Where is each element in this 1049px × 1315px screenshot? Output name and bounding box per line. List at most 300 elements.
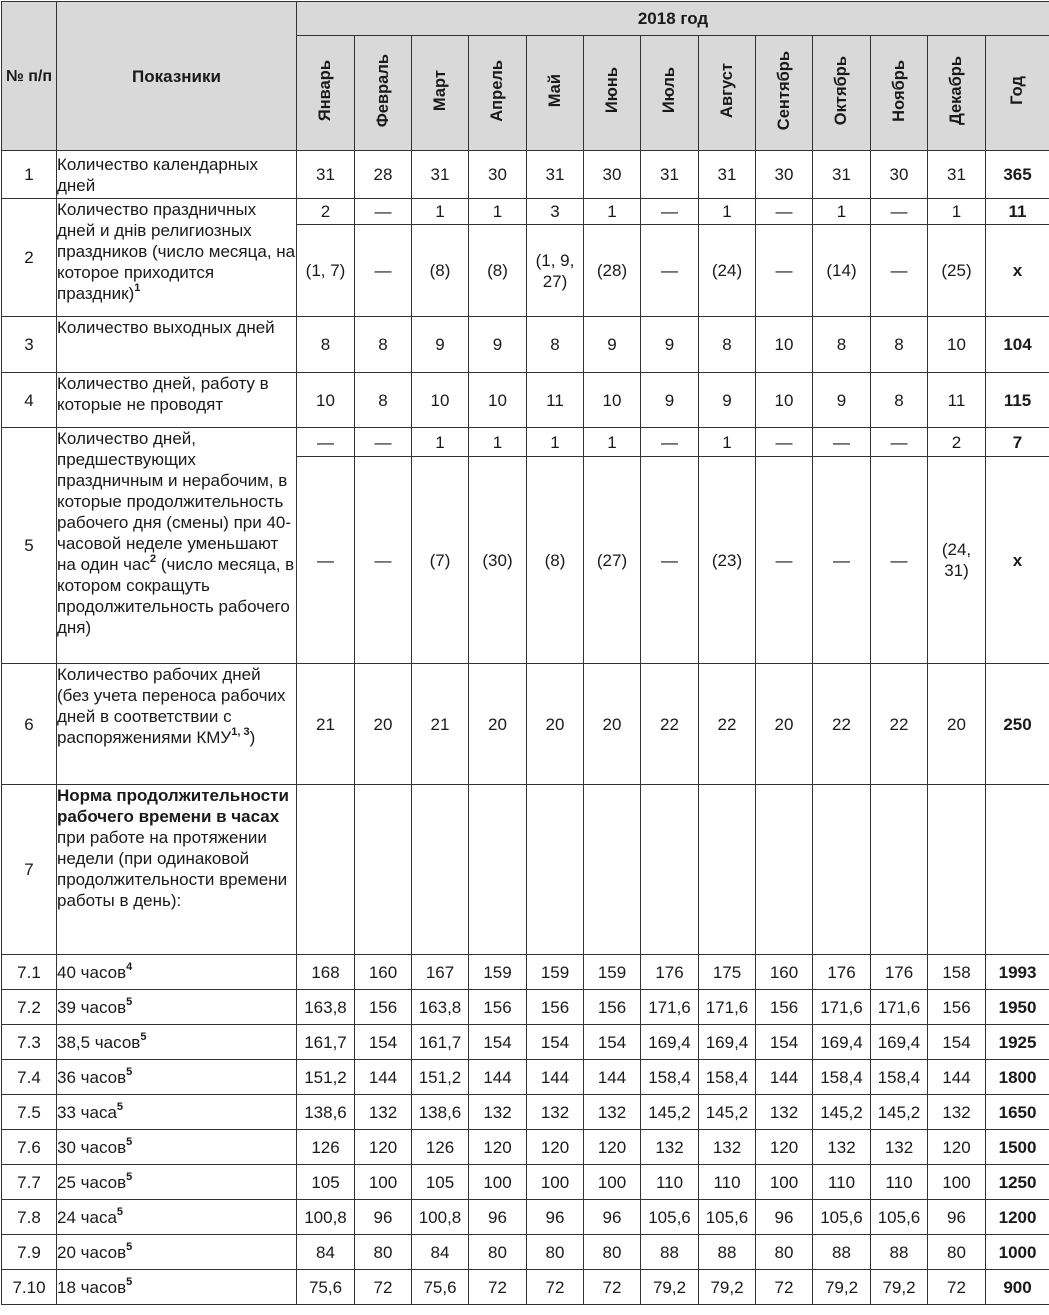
row-label: [57, 1025, 297, 1060]
value-cell: 9: [641, 317, 699, 373]
total-cell: 104: [986, 317, 1049, 373]
value-cell: 138,6: [412, 1095, 469, 1130]
row-label: [57, 785, 297, 955]
value-cell: 160: [756, 955, 813, 990]
value-cell: 100: [584, 1165, 641, 1200]
row-label-text: 24 часа: [57, 1207, 117, 1227]
value-cell: (24, 31): [928, 457, 986, 664]
total-label: Год: [1008, 76, 1027, 105]
row-number: 4: [2, 373, 57, 428]
footnote-ref: 5: [126, 995, 133, 1008]
total-cell: 250: [986, 664, 1049, 785]
value-cell: 11: [527, 373, 584, 428]
table-row: [2, 955, 1049, 990]
value-cell: 2: [928, 428, 986, 457]
value-cell: 8: [813, 317, 871, 373]
value-cell: 158: [928, 955, 986, 990]
value-cell: 20: [527, 664, 584, 785]
value-cell: 132: [641, 1130, 699, 1165]
row-label-text: 30 часов: [57, 1137, 127, 1157]
table-row: [2, 664, 1049, 785]
value-cell: 72: [469, 1270, 527, 1305]
value-cell: 100: [756, 1165, 813, 1200]
row-label: Количество выходных дней: [57, 317, 297, 373]
value-cell: (8): [469, 225, 527, 317]
value-cell: —: [756, 457, 813, 664]
value-cell: 105,6: [871, 1200, 928, 1235]
value-cell: 72: [928, 1270, 986, 1305]
month-label: Май: [545, 73, 564, 108]
value-cell: 110: [641, 1165, 699, 1200]
row-number: 7.6: [2, 1130, 57, 1165]
month-label: Август: [717, 63, 736, 118]
value-cell: 154: [355, 1025, 412, 1060]
value-cell: 145,2: [699, 1095, 756, 1130]
month-header: [584, 36, 641, 151]
value-cell: 100: [355, 1165, 412, 1200]
value-cell: 20: [469, 664, 527, 785]
value-cell: 9: [469, 317, 527, 373]
value-cell: 171,6: [699, 990, 756, 1025]
table-row: [2, 1060, 1049, 1095]
value-cell: 80: [355, 1235, 412, 1270]
row-label: Количество календарных дней: [57, 151, 297, 199]
value-cell: 144: [527, 1060, 584, 1095]
value-cell: 167: [412, 955, 469, 990]
value-cell: 171,6: [641, 990, 699, 1025]
month-header: [699, 36, 756, 151]
value-cell: (8): [527, 457, 584, 664]
value-cell: 1: [699, 428, 756, 457]
value-cell: 120: [756, 1130, 813, 1165]
month-header: [355, 36, 412, 151]
value-cell: 132: [699, 1130, 756, 1165]
row-label-text: 39 часов: [57, 997, 127, 1017]
value-cell: 72: [756, 1270, 813, 1305]
footnote-ref: 2: [150, 553, 157, 566]
value-cell: 1: [527, 428, 584, 457]
value-cell: 138,6: [297, 1095, 355, 1130]
empty-cell: [297, 785, 355, 955]
value-cell: 176: [813, 955, 871, 990]
empty-cell: [871, 785, 928, 955]
row-label-text: Количество рабочих дней (без учета переноса рабочих дней в соответствии с распоряжениями КМУ: [57, 665, 286, 747]
table-row: [2, 317, 1049, 373]
value-cell: 100: [469, 1165, 527, 1200]
empty-cell: [986, 785, 1049, 955]
total-cell: 1500: [986, 1130, 1049, 1165]
table-row: [2, 990, 1049, 1025]
empty-cell: [527, 785, 584, 955]
value-cell: 163,8: [412, 990, 469, 1025]
total-cell: 1000: [986, 1235, 1049, 1270]
value-cell: 132: [813, 1130, 871, 1165]
row-number: 6: [2, 664, 57, 785]
value-cell: —: [813, 428, 871, 457]
value-cell: —: [641, 428, 699, 457]
month-header: [756, 36, 813, 151]
value-cell: 1: [813, 199, 871, 225]
value-cell: 96: [355, 1200, 412, 1235]
value-cell: (28): [584, 225, 641, 317]
table-row: [2, 1095, 1049, 1130]
row-label-text: Количество дней, предшествующих праздничным и нерабочим, в которые продолжительность рабочего дня (смены) при 40-часовой неделе уменьшают на один час: [57, 429, 292, 574]
value-cell: 72: [355, 1270, 412, 1305]
row-label-text: ): [249, 728, 256, 747]
value-cell: 10: [584, 373, 641, 428]
total-cell: 1650: [986, 1095, 1049, 1130]
value-cell: 84: [412, 1235, 469, 1270]
value-cell: 154: [527, 1025, 584, 1060]
work-calendar-table: [1, 1, 1049, 1305]
table-row: [2, 1270, 1049, 1305]
value-cell: 144: [469, 1060, 527, 1095]
row-label-text: 25 часов: [57, 1172, 127, 1192]
value-cell: 158,4: [641, 1060, 699, 1095]
month-label: Июнь: [602, 67, 621, 114]
value-cell: 120: [527, 1130, 584, 1165]
row-label-text: 38,5 часов: [57, 1032, 141, 1052]
total-cell: 1993: [986, 955, 1049, 990]
value-cell: 11: [928, 373, 986, 428]
value-cell: 84: [297, 1235, 355, 1270]
value-cell: 20: [584, 664, 641, 785]
footnote-ref: 5: [126, 1065, 133, 1078]
footnote-ref: 4: [126, 960, 133, 973]
value-cell: 96: [527, 1200, 584, 1235]
value-cell: —: [355, 428, 412, 457]
value-cell: 100,8: [412, 1200, 469, 1235]
total-header: [986, 36, 1049, 151]
value-cell: 105: [412, 1165, 469, 1200]
value-cell: 110: [871, 1165, 928, 1200]
value-cell: 110: [699, 1165, 756, 1200]
value-cell: 31: [928, 151, 986, 199]
month-label: Ноябрь: [889, 59, 908, 122]
value-cell: 144: [928, 1060, 986, 1095]
value-cell: 161,7: [297, 1025, 355, 1060]
total-cell: 365: [986, 151, 1049, 199]
value-cell: 120: [584, 1130, 641, 1165]
value-cell: 176: [641, 955, 699, 990]
value-cell: 154: [928, 1025, 986, 1060]
value-cell: —: [756, 428, 813, 457]
row-number: 5: [2, 428, 57, 664]
num-header-label: № п/п: [5, 67, 53, 85]
month-header: [412, 36, 469, 151]
month-header: [469, 36, 527, 151]
value-cell: 96: [469, 1200, 527, 1235]
value-cell: 105,6: [641, 1200, 699, 1235]
value-cell: 132: [584, 1095, 641, 1130]
table-row: [2, 1200, 1049, 1235]
value-cell: 110: [813, 1165, 871, 1200]
row-label: [57, 1270, 297, 1305]
month-label: Апрель: [488, 59, 506, 122]
value-cell: 126: [297, 1130, 355, 1165]
row-number: 7.9: [2, 1235, 57, 1270]
value-cell: 105: [297, 1165, 355, 1200]
value-cell: 30: [756, 151, 813, 199]
value-cell: 171,6: [813, 990, 871, 1025]
row-label: [57, 1095, 297, 1130]
value-cell: 10: [469, 373, 527, 428]
value-cell: 120: [355, 1130, 412, 1165]
value-cell: 79,2: [699, 1270, 756, 1305]
row-label: [57, 1130, 297, 1165]
value-cell: (8): [412, 225, 469, 317]
value-cell: 156: [527, 990, 584, 1025]
value-cell: 132: [469, 1095, 527, 1130]
value-cell: 30: [871, 151, 928, 199]
num-header: [2, 2, 57, 151]
year-header: 2018 год: [297, 2, 1049, 36]
value-cell: 175: [699, 955, 756, 990]
footnote-ref: 5: [126, 1240, 133, 1253]
value-cell: (24): [699, 225, 756, 317]
table-row: [2, 1165, 1049, 1200]
value-cell: 144: [355, 1060, 412, 1095]
month-label: Февраль: [373, 53, 392, 128]
value-cell: 31: [412, 151, 469, 199]
row-number: 7.4: [2, 1060, 57, 1095]
total-cell: 1250: [986, 1165, 1049, 1200]
row-label-text: 33 часа: [57, 1102, 117, 1122]
value-cell: 20: [928, 664, 986, 785]
footnote-ref: 5: [126, 1170, 133, 1183]
row-number: 7.1: [2, 955, 57, 990]
row-number: 3: [2, 317, 57, 373]
value-cell: —: [355, 199, 412, 225]
value-cell: 169,4: [699, 1025, 756, 1060]
value-cell: 144: [584, 1060, 641, 1095]
value-cell: 10: [297, 373, 355, 428]
value-cell: 22: [699, 664, 756, 785]
value-cell: 79,2: [813, 1270, 871, 1305]
value-cell: 132: [527, 1095, 584, 1130]
row-label-text: 18 часов: [57, 1277, 127, 1297]
value-cell: 80: [469, 1235, 527, 1270]
value-cell: 154: [469, 1025, 527, 1060]
row-label: [57, 428, 297, 664]
value-cell: 1: [469, 199, 527, 225]
value-cell: (27): [584, 457, 641, 664]
value-cell: —: [871, 199, 928, 225]
value-cell: 30: [469, 151, 527, 199]
value-cell: 1: [412, 199, 469, 225]
value-cell: 10: [756, 373, 813, 428]
value-cell: 1: [928, 199, 986, 225]
month-header: [928, 36, 986, 151]
footnote-ref: 5: [126, 1275, 133, 1288]
value-cell: 79,2: [641, 1270, 699, 1305]
value-cell: 126: [412, 1130, 469, 1165]
value-cell: 151,2: [412, 1060, 469, 1095]
total-cell: 1800: [986, 1060, 1049, 1095]
value-cell: (7): [412, 457, 469, 664]
row-number: 1: [2, 151, 57, 199]
value-cell: 156: [928, 990, 986, 1025]
value-cell: 132: [928, 1095, 986, 1130]
value-cell: 159: [527, 955, 584, 990]
value-cell: 8: [871, 317, 928, 373]
empty-cell: [584, 785, 641, 955]
row-label: [57, 955, 297, 990]
value-cell: 1: [469, 428, 527, 457]
total-cell: х: [986, 457, 1049, 664]
value-cell: 10: [412, 373, 469, 428]
value-cell: 132: [871, 1130, 928, 1165]
empty-cell: [928, 785, 986, 955]
table-row: [2, 1235, 1049, 1270]
row-number: 7: [2, 785, 57, 955]
value-cell: 88: [871, 1235, 928, 1270]
month-label: Январь: [316, 59, 334, 122]
row-label-text: 36 часов: [57, 1067, 127, 1087]
row-label: [57, 990, 297, 1025]
value-cell: 96: [584, 1200, 641, 1235]
value-cell: 176: [871, 955, 928, 990]
table-row: [2, 151, 1049, 199]
value-cell: 8: [355, 317, 412, 373]
table-row: [2, 199, 1049, 225]
footnote-ref: 1, 3: [231, 726, 250, 739]
value-cell: 31: [641, 151, 699, 199]
row-number: 7.3: [2, 1025, 57, 1060]
value-cell: 156: [756, 990, 813, 1025]
value-cell: 1: [699, 199, 756, 225]
row-label-bold: Норма продолжительности рабочего времени в часах: [57, 786, 289, 826]
value-cell: —: [756, 225, 813, 317]
value-cell: —: [871, 457, 928, 664]
total-cell: 7: [986, 428, 1049, 457]
empty-cell: [756, 785, 813, 955]
row-label-text: (число месяца, в котором сокращуть продолжительность рабочего дня): [57, 555, 295, 637]
row-number: 2: [2, 199, 57, 317]
table-row: [2, 1025, 1049, 1060]
value-cell: 88: [641, 1235, 699, 1270]
value-cell: 75,6: [412, 1270, 469, 1305]
row-label: [57, 1060, 297, 1095]
row-number: 7.2: [2, 990, 57, 1025]
value-cell: 31: [527, 151, 584, 199]
row-label-text: Количество праздничных дней и днів религиозных праздников (число месяца, на которое приходится праздник): [57, 200, 296, 303]
value-cell: 160: [355, 955, 412, 990]
total-cell: 1200: [986, 1200, 1049, 1235]
value-cell: 79,2: [871, 1270, 928, 1305]
value-cell: 72: [584, 1270, 641, 1305]
value-cell: 158,4: [699, 1060, 756, 1095]
value-cell: 154: [584, 1025, 641, 1060]
value-cell: 145,2: [641, 1095, 699, 1130]
table-row: [2, 1130, 1049, 1165]
table-row: [2, 373, 1049, 428]
footnote-ref: 5: [140, 1030, 147, 1043]
value-cell: 96: [756, 1200, 813, 1235]
value-cell: —: [297, 428, 355, 457]
month-header: [641, 36, 699, 151]
month-label: Октябрь: [832, 55, 850, 126]
month-header: [813, 36, 871, 151]
month-label: Март: [430, 69, 449, 112]
value-cell: 88: [699, 1235, 756, 1270]
value-cell: 105,6: [699, 1200, 756, 1235]
month-label: Сентябрь: [774, 50, 793, 131]
empty-cell: [641, 785, 699, 955]
value-cell: 9: [412, 317, 469, 373]
value-cell: 21: [297, 664, 355, 785]
row-number: 7.8: [2, 1200, 57, 1235]
value-cell: 8: [527, 317, 584, 373]
footnote-ref: 5: [116, 1100, 124, 1113]
table-row: [2, 428, 1049, 457]
empty-cell: [469, 785, 527, 955]
value-cell: (1, 7): [297, 225, 355, 317]
row-label: [57, 1235, 297, 1270]
value-cell: 75,6: [297, 1270, 355, 1305]
value-cell: (30): [469, 457, 527, 664]
indicator-header-label: Показники: [132, 66, 221, 86]
value-cell: 8: [699, 317, 756, 373]
value-cell: 169,4: [813, 1025, 871, 1060]
value-cell: 100: [928, 1165, 986, 1200]
value-cell: 132: [355, 1095, 412, 1130]
value-cell: 159: [469, 955, 527, 990]
value-cell: 169,4: [641, 1025, 699, 1060]
value-cell: 2: [297, 199, 355, 225]
value-cell: 145,2: [871, 1095, 928, 1130]
value-cell: —: [813, 457, 871, 664]
value-cell: 96: [928, 1200, 986, 1235]
value-cell: 31: [699, 151, 756, 199]
value-cell: 8: [355, 373, 412, 428]
value-cell: 169,4: [871, 1025, 928, 1060]
empty-cell: [355, 785, 412, 955]
value-cell: 9: [699, 373, 756, 428]
footnote-ref: 5: [116, 1205, 124, 1218]
total-cell: х: [986, 225, 1049, 317]
value-cell: 80: [756, 1235, 813, 1270]
empty-cell: [813, 785, 871, 955]
row-label: [57, 664, 297, 785]
table-row: [2, 785, 1049, 955]
month-header: [871, 36, 928, 151]
row-label-text: при работе на протяжении недели (при одинаковой продолжительности времени работы в день):: [57, 828, 288, 910]
value-cell: 22: [813, 664, 871, 785]
value-cell: 31: [297, 151, 355, 199]
row-number: 7.5: [2, 1095, 57, 1130]
indicator-header: [57, 2, 297, 151]
total-cell: 11: [986, 199, 1049, 225]
total-cell: 115: [986, 373, 1049, 428]
value-cell: 156: [355, 990, 412, 1025]
value-cell: 10: [928, 317, 986, 373]
value-cell: —: [355, 457, 412, 664]
value-cell: 30: [584, 151, 641, 199]
value-cell: 1: [584, 199, 641, 225]
value-cell: —: [871, 225, 928, 317]
value-cell: —: [871, 428, 928, 457]
value-cell: 80: [584, 1235, 641, 1270]
value-cell: 28: [355, 151, 412, 199]
empty-cell: [699, 785, 756, 955]
value-cell: 80: [928, 1235, 986, 1270]
value-cell: —: [756, 199, 813, 225]
footnote-ref: 5: [126, 1135, 133, 1148]
value-cell: 144: [756, 1060, 813, 1095]
value-cell: 72: [527, 1270, 584, 1305]
month-header: [297, 36, 355, 151]
